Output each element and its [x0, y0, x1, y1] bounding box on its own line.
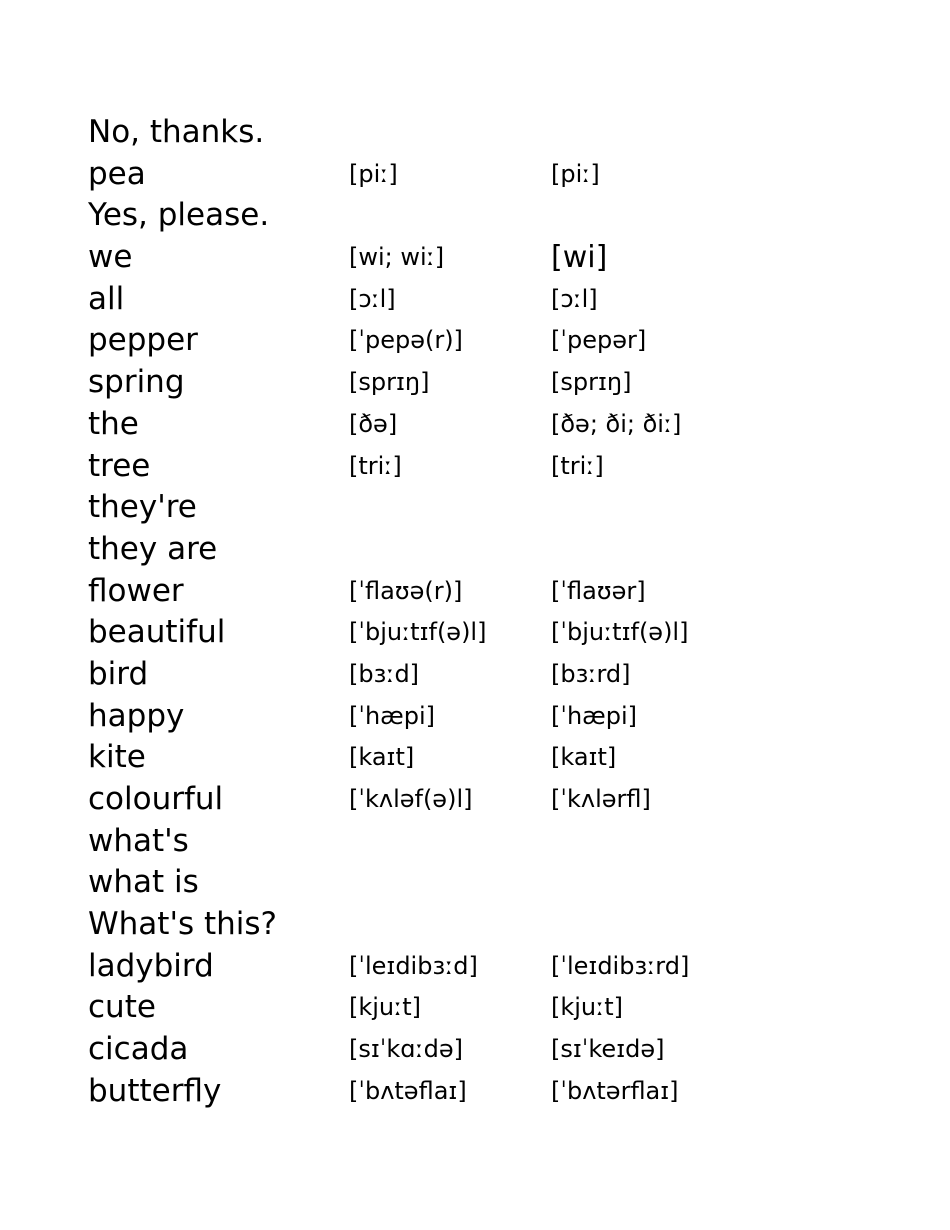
phonetic-uk: [ˈkʌləf(ə)l]: [349, 785, 473, 813]
phonetic-us: [ˈflaʊər]: [551, 576, 646, 605]
vocab-word: we: [88, 239, 133, 276]
vocab-word: all: [88, 280, 125, 317]
phonetic-us: [ˈpepər]: [551, 326, 647, 355]
vocab-word: bird: [88, 655, 149, 692]
vocab-word: kite: [88, 739, 146, 776]
vocab-row: [88, 529, 868, 571]
vocab-word: what's: [88, 822, 189, 859]
vocab-row: [88, 862, 868, 904]
vocab-row: [88, 362, 868, 404]
vocab-word: What's this?: [88, 906, 277, 943]
vocabulary-list: [88, 112, 868, 1113]
phonetic-uk: [ðə]: [349, 409, 398, 438]
vocab-row: [88, 446, 868, 488]
vocab-word: they're: [88, 489, 197, 526]
phonetic-uk: [sɪˈkɑːdə]: [349, 1035, 463, 1064]
vocab-row: [88, 154, 868, 196]
vocab-word: cicada: [88, 1031, 189, 1068]
vocab-word: colourful: [88, 781, 224, 817]
phonetic-uk: [ˈflaʊə(r)]: [349, 576, 463, 605]
vocab-word: ladybird: [88, 947, 214, 984]
phonetic-us: [ˈkʌlərfl]: [551, 785, 651, 813]
phonetic-uk: [wi; wiː]: [349, 243, 445, 272]
vocab-row: [88, 737, 868, 779]
phonetic-us: [kaɪt]: [551, 743, 617, 772]
phonetic-us: [ðə; ði; ðiː]: [551, 409, 682, 438]
vocab-word: Yes, please.: [88, 197, 270, 234]
vocab-word: the: [88, 405, 139, 442]
phonetic-uk: [ɔːl]: [349, 284, 396, 313]
phonetic-us: [piː]: [551, 159, 600, 188]
phonetic-uk: [ˈbʌtəflaɪ]: [349, 1076, 467, 1105]
vocab-row: [88, 946, 868, 988]
phonetic-us: [sprɪŋ]: [551, 368, 632, 397]
phonetic-us: [wi]: [551, 240, 608, 276]
phonetic-us: [triː]: [551, 451, 604, 480]
phonetic-us: [kjuːt]: [551, 993, 623, 1022]
phonetic-uk: [ˈhæpi]: [349, 701, 436, 730]
vocab-row: [88, 904, 868, 946]
vocab-word: happy: [88, 697, 185, 734]
vocab-word: pepper: [88, 322, 198, 359]
phonetic-uk: [ˈpepə(r)]: [349, 326, 463, 355]
phonetic-uk: [piː]: [349, 159, 398, 188]
vocab-word: what is: [88, 864, 199, 901]
vocab-word: beautiful: [88, 614, 226, 651]
vocab-row: [88, 987, 868, 1029]
vocab-word: pea: [88, 155, 146, 192]
vocab-row: [88, 571, 868, 613]
vocab-row: [88, 237, 868, 279]
vocab-row: [88, 612, 868, 654]
vocab-word: tree: [88, 447, 151, 484]
phonetic-us: [ˈleɪdibɜːrd]: [551, 951, 690, 980]
phonetic-uk: [kaɪt]: [349, 743, 415, 772]
vocab-row: [88, 279, 868, 321]
phonetic-uk: [bɜːd]: [349, 659, 420, 688]
vocab-row: [88, 821, 868, 863]
vocab-word: flower: [88, 572, 184, 609]
vocab-row: [88, 1029, 868, 1071]
vocab-row: [88, 779, 868, 821]
phonetic-uk: [ˈbjuːtɪf(ə)l]: [349, 618, 487, 647]
vocab-row: [88, 487, 868, 529]
vocab-word: No, thanks.: [88, 114, 265, 150]
vocab-word: they are: [88, 530, 218, 567]
phonetic-uk: [triː]: [349, 451, 402, 480]
phonetic-us: [ˈbʌtərflaɪ]: [551, 1076, 679, 1105]
vocab-row: [88, 112, 868, 154]
vocab-word: spring: [88, 364, 185, 401]
vocab-row: [88, 195, 868, 237]
vocab-row: [88, 696, 868, 738]
phonetic-us: [ɔːl]: [551, 284, 598, 313]
phonetic-us: [ˈhæpi]: [551, 701, 638, 730]
phonetic-us: [ˈbjuːtɪf(ə)l]: [551, 618, 689, 647]
phonetic-us: [sɪˈkeɪdə]: [551, 1035, 665, 1064]
phonetic-us: [bɜːrd]: [551, 659, 631, 688]
vocab-word: cute: [88, 989, 156, 1026]
phonetic-uk: [ˈleɪdibɜːd]: [349, 951, 478, 980]
phonetic-uk: [sprɪŋ]: [349, 368, 430, 397]
vocab-word: butterfly: [88, 1072, 222, 1109]
vocab-row: [88, 404, 868, 446]
vocab-row: [88, 1071, 868, 1113]
vocab-row: [88, 654, 868, 696]
vocab-row: [88, 320, 868, 362]
phonetic-uk: [kjuːt]: [349, 993, 421, 1022]
